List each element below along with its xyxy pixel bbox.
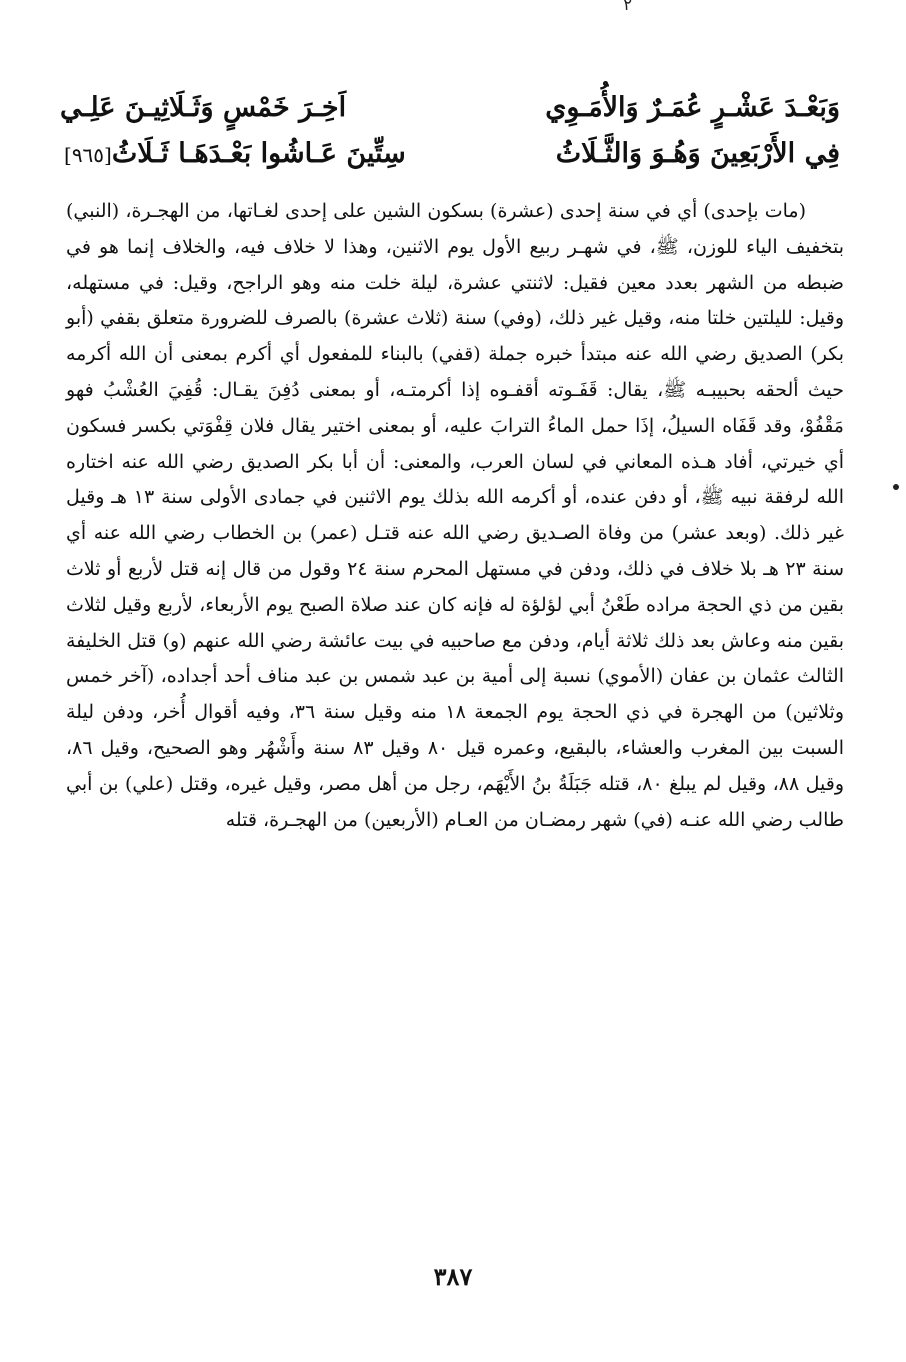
commentary-paragraph: (مات بإحدى) أي في سنة إحدى (عشرة) بسكون الشين على إحدى لغـاتها، من الهجـرة، (النبي) بتخفيف الياء للوزن، ﷺ، في شهـر ربيع الأول يوم الاثنين، وهذا لا خلاف فيه، والخلاف إنما هو في ضبطه من الشهر بعدد معين فقيل: لاثنتي عشرة، ليلة خلت منه وهو الراجح، وقيل: في مستهله، وقيل: لليلتين خلتا منه، وقيل غير ذلك، (وفي) سنة (ثلاث عشرة) بالصرف للضرورة متعلق بقفي (أبو بكر) الصديق رضي الله عنه مبتدأ خبره جملة (قفي) بالبناء للمفعول أي أكرم بمعنى أن الله أكرمه حيث ألحقه بحبيبـه ﷺ، يقال: قَفَـوته أقفـوه إذا أكرمتـه، أو بمعنى دُفِنَ يقـال: قُفِيَ العُشْبُ فهو مَقْفُوْ، وقد قَفَاه السيلُ، إذَا حمل الماءُ الترابَ عليه، أو بمعنى اختير يقال فلان قِفْوَتي بكسر فسكون أي خيرتي، أفاد هـذه المعاني في لسان العرب، والمعنى: أن أبا بكر الصديق رضي الله عنه اختاره الله لرفقة نبيه ﷺ، أو دفن عنده، أو أكرمه الله بذلك يوم الاثنين في جمادى الأولى سنة ١٣ هـ وقيل غير ذلك. (وبعد عشر) من وفاة الصـديق رضي الله عنه قتـل (عمر) بن الخطاب رضي الله عنه أي سنة ٢٣ هـ بلا خلاف في ذلك، ودفن في مستهل المحرم سنة ٢٤ وقول من قال إنه قتل لأربع أو ثلاث بقين من ذي الحجة مراده طَعْنُ أبي لؤلؤة له فإنه كان عند صلاة الصبح يوم الأربعاء، لأربع وقيل لثلاث بقين منه وعاش بعد ذلك ثلاثة أيام، ودفن مع صاحبيه في بيت عائشة رضي الله عنهم (و) قتل الخليفة الثالث عثمان بن عفان (الأموي) نسبة إلى أمية بن عبد شمس بن عبد مناف أحد أجداده، (آخر خمس وثلاثين) من الهجرة في ذي الحجة يوم الجمعة ١٨ منه وقيل سنة ٣٦، وفيه أقوال أُخر، ودفن ليلة السبت بين المغرب والعشاء، بالبقيع، وعمره قيل ٨٠ وقيل ٨٣ سنة وأَشْهُر وهو الصحيح، وقيل ٨٦، وقيل ٨٨، وقيل لم يبلغ ٨٠، قتله جَبَلَةُ بنُ الأَيْهَم، رجل من أهل مصر، وقيل غيره، وقتل (علي) بن أبي طالب رضي الله عنـه (في) شهر رمضـان من العـام (الأربعين) من الهجـرة، قتله: [66, 200, 845, 831]
verse-line-1: [60, 84, 840, 130]
verse-line-2-right-hemistich: فِي الأَرْبَعِينَ وَهُـوَ وَالثَّـلَاثُ: [555, 137, 840, 169]
verse-number: [٩٦٥]: [64, 142, 112, 167]
margin-dot: [893, 484, 899, 490]
verse-line-1-right-hemistich: وَبَعْـدَ عَشْـرٍ عُمَـرٌ وَالأُمَـوِي: [545, 91, 840, 123]
verse-line-1-left-hemistich: اَخِـرَ خَمْسٍ وَثَـلَاثِيـنَ عَلِـي: [60, 91, 347, 123]
verse-line-2-left-hemistich-group: [60, 138, 406, 169]
commentary-body: [66, 194, 844, 1244]
top-page-mark: ٢: [623, 0, 632, 14]
verse-line-2-left-hemistich: سِتِّينَ عَـاشُوا بَعْـدَهَـا ثَـلَاثُ: [111, 137, 406, 169]
verse-block: [60, 84, 840, 176]
page-number: ٣٨٧: [433, 1262, 473, 1291]
verse-line-2: [60, 130, 840, 176]
